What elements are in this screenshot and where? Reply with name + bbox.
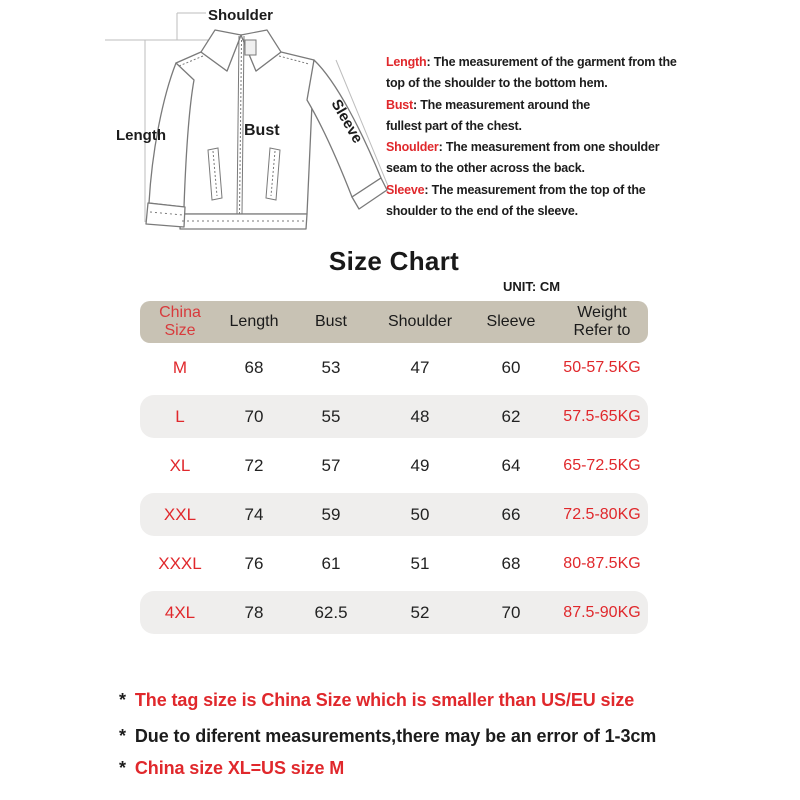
cell-size: XXXL [158, 553, 202, 573]
table-row [140, 346, 648, 389]
cell-bust: 53 [321, 357, 341, 377]
cell-bust: 55 [321, 406, 341, 426]
cell-size: XXL [163, 504, 197, 524]
cell-sleeve: 68 [501, 553, 521, 573]
header-shoulder: Shoulder [387, 313, 453, 331]
definition-sleeve-line1: Sleeve: The measurement from the top of the [386, 182, 646, 197]
cell-shoulder: 52 [410, 602, 430, 622]
definition-bust-line1: Bust: The measurement around the [386, 97, 591, 112]
definition-shoulder-line2: seam to the other across the back. [386, 161, 585, 176]
cell-bust: 57 [321, 455, 341, 475]
cell-weight: 87.5-90KG [563, 603, 641, 621]
cell-size: 4XL [164, 602, 196, 622]
header-sleeve: Sleeve [486, 313, 536, 331]
header-length: Length [229, 313, 279, 331]
cell-shoulder: 49 [410, 455, 430, 475]
cell-length: 72 [244, 455, 264, 475]
cell-length: 76 [244, 553, 264, 573]
cell-size: M [172, 357, 188, 377]
shoulder-label: Shoulder [208, 7, 274, 24]
size-chart-title: Size Chart [328, 246, 460, 276]
cell-sleeve: 60 [501, 357, 521, 377]
header-china-size: China Size [159, 304, 201, 339]
definition-length-line1: Length: The measurement of the garment from the [386, 55, 677, 69]
unit-label: UNIT: CM [503, 279, 561, 294]
definition-term: Bust [386, 97, 413, 112]
cell-length: 78 [244, 602, 264, 622]
cell-bust: 61 [321, 553, 341, 573]
asterisk: * [119, 726, 126, 746]
definition-term: Length [386, 55, 427, 69]
asterisk: * [119, 758, 126, 778]
bust-label: Bust [244, 122, 280, 139]
note-size-equivalence: * China size XL=US size M [119, 758, 345, 778]
footnotes [119, 689, 656, 793]
definition-length-line2: top of the shoulder to the bottom hem. [386, 76, 608, 91]
table-header-row [140, 301, 648, 343]
cell-weight: 50-57.5KG [563, 358, 641, 376]
definition-shoulder-line1: Shoulder: The measurement from one shoulder [386, 140, 660, 155]
asterisk: * [119, 690, 126, 710]
table-row [140, 493, 648, 536]
cell-bust: 62.5 [314, 602, 348, 622]
definition-term: Sleeve [386, 182, 425, 197]
length-label: Length [116, 127, 166, 144]
cell-weight: 72.5-80KG [563, 505, 641, 523]
cell-shoulder: 48 [410, 406, 430, 426]
cell-weight: 65-72.5KG [563, 456, 641, 474]
cell-size: L [175, 406, 185, 426]
definition-term: Shoulder [386, 140, 439, 155]
cell-size: XL [169, 455, 191, 475]
note-tag-size: * The tag size is China Size which is smaller than US/EU size [119, 690, 635, 710]
cell-length: 74 [244, 504, 264, 524]
note-measurement-error: * Due to diferent measurements,there may be an error of 1-3cm [119, 726, 657, 746]
cell-weight: 57.5-65KG [563, 407, 641, 425]
cell-sleeve: 64 [501, 455, 521, 475]
measurement-definitions [386, 52, 691, 222]
sleeve-label: Sleeve [327, 96, 367, 147]
jacket-line-art [90, 0, 400, 245]
table-body [140, 346, 648, 634]
cell-weight: 80-87.5KG [563, 554, 641, 572]
table-row [140, 444, 648, 487]
cell-bust: 59 [321, 504, 341, 524]
table-row [140, 542, 648, 585]
cell-length: 70 [244, 406, 264, 426]
cell-sleeve: 66 [501, 504, 521, 524]
definition-sleeve-line2: shoulder to the end of the sleeve. [386, 204, 578, 219]
definition-bust-line2: fullest part of the chest. [386, 118, 522, 133]
jacket-diagram [90, 0, 400, 245]
header-weight: Weight Refer to [573, 304, 631, 339]
cell-shoulder: 51 [410, 553, 430, 573]
cell-length: 68 [244, 357, 264, 377]
cell-sleeve: 62 [501, 406, 521, 426]
table-row [140, 395, 648, 438]
header-bust: Bust [314, 313, 347, 331]
cell-shoulder: 50 [410, 504, 430, 524]
size-table [140, 301, 648, 640]
cell-sleeve: 70 [501, 602, 521, 622]
table-row [140, 591, 648, 634]
cell-shoulder: 47 [410, 357, 430, 377]
